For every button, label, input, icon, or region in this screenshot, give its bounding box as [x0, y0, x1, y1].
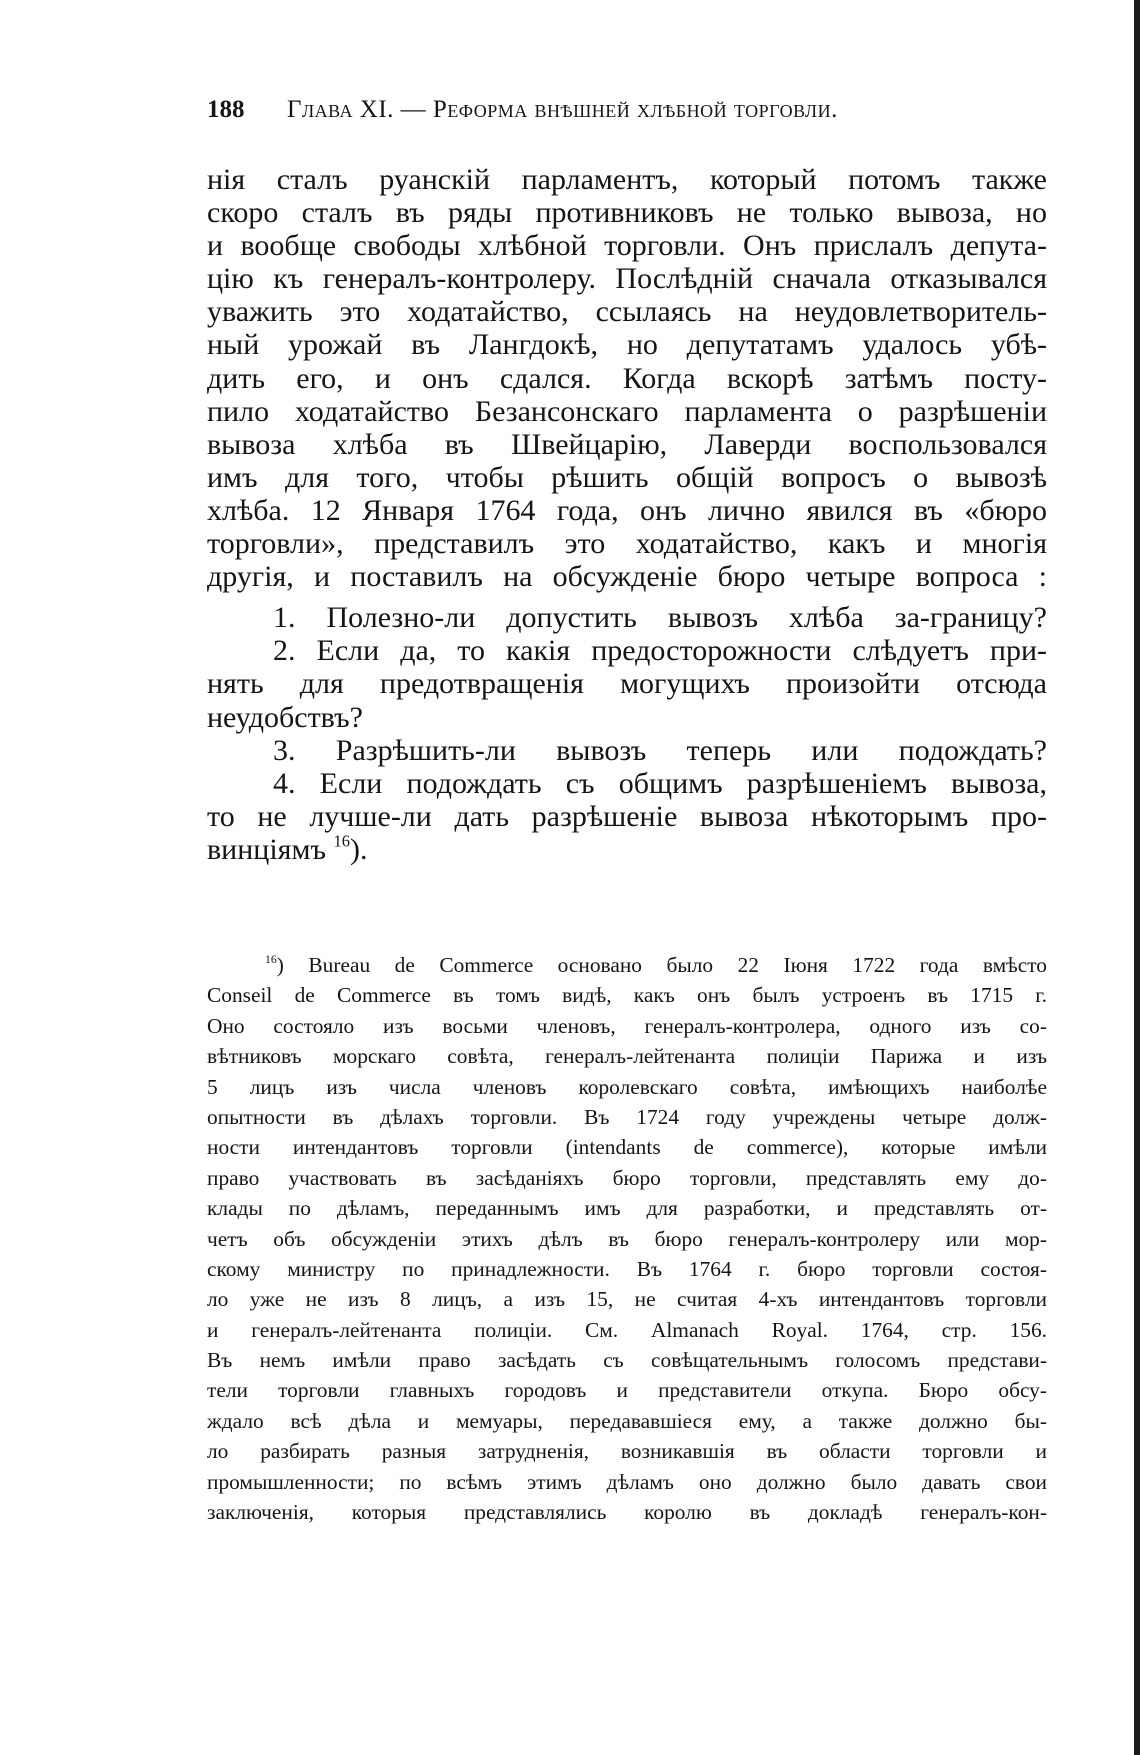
footnote — [207, 950, 1047, 1527]
scan-edge-shadow — [1134, 0, 1140, 1755]
text-line: скоро сталъ въ ряды противниковъ не только вывоза, но — [207, 196, 1047, 230]
main-text — [207, 163, 1047, 866]
footnote-line: право участвовать въ засѣданіяхъ бюро торговли, представлять ему до- — [207, 1165, 1047, 1190]
text-line: хлѣба. 12 Января 1764 года, онъ лично явился въ «бюро — [207, 493, 1047, 527]
text-line: вывоза хлѣба въ Швейцарію, Лаверди воспользовался — [207, 427, 1047, 461]
question-2: 2. Если да, то какія предосторожности слѣдуетъ при- — [273, 634, 1047, 668]
running-title: Глава XI. — Реформа внѣшней хлѣбной торговли. — [287, 96, 838, 123]
footnote-line: клады по дѣламъ, переданнымъ имъ для разработки, и представлять от- — [207, 1196, 1047, 1221]
footnote-line: заключенія, которыя представлялись королю въ докладѣ генералъ-кон- — [207, 1500, 1047, 1525]
text-line: имъ для того, чтобы рѣшить общій вопросъ о вывозѣ — [207, 460, 1047, 494]
footnote-line — [207, 950, 1047, 980]
question-4: 4. Если подождать съ общимъ разрѣшеніемъ вывоза, — [273, 766, 1047, 800]
question-4-tail: ). — [349, 832, 368, 866]
question-3: 3. Разрѣшить-ли вывозъ теперь или подождать? — [273, 733, 1047, 767]
footnote-line: ждало всѣ дѣла и мемуары, передававшіеся ему, а также должно бы- — [207, 1408, 1047, 1433]
question-2-line: нять для предотвращенія могущихъ произойти отсюда — [207, 667, 1047, 701]
footnote-line: и генералъ-лейтенанта полиціи. См. Almanach Royal. 1764, стр. 156. — [207, 1317, 1047, 1342]
question-1: 1. Полезно-ли допустить вывозъ хлѣба за-границу? — [273, 601, 1047, 635]
footnote-text: Bureau de Commerce основано было 22 Іюня 1722 года вмѣсто — [308, 953, 1047, 977]
footnote-line: ло уже не изъ 8 лицъ, а изъ 15, не считая 4-хъ интендантовъ торговли — [207, 1287, 1047, 1312]
text-line: ный урожай въ Лангдокѣ, но депутатамъ удалось убѣ- — [207, 328, 1047, 362]
question-2-line: неудобствъ? — [207, 700, 363, 734]
footnote-reference: 16 — [333, 831, 350, 851]
footnote-line: вѣтниковъ морскаго совѣта, генералъ-лейтенанта полиціи Парижа и изъ — [207, 1044, 1047, 1069]
footnote-line: ло разбирать разныя затрудненія, возникавшія въ области торговли и — [207, 1439, 1047, 1464]
footnote-marker: 16 — [265, 953, 277, 967]
text-line: торговли», представилъ это ходатайство, какъ и многія — [207, 527, 1047, 561]
footnote-line: скому министру по принадлежности. Въ 1764 г. бюро торговли состоя- — [207, 1256, 1047, 1281]
footnote-line: промышленности; по всѣмъ этимъ дѣламъ оно должно было давать свои — [207, 1469, 1047, 1494]
footnote-line: четъ объ обсужденіи этихъ дѣлъ въ бюро генералъ-контролеру или мор- — [207, 1226, 1047, 1251]
question-4-last-line — [207, 833, 1047, 866]
text-line: дить его, и онъ сдался. Когда вскорѣ затѣмъ посту- — [207, 361, 1047, 395]
questions-list — [207, 601, 1047, 866]
text-line: уважить это ходатайство, ссылаясь на неудовлетворитель- — [207, 295, 1047, 329]
footnote-line: Въ немъ имѣли право засѣдать съ совѣщательнымъ голосомъ представи- — [207, 1348, 1047, 1373]
text-line: цію къ генералъ-контролеру. Послѣдній сначала отказывался — [207, 262, 1047, 296]
question-4-line: то не лучше-ли дать разрѣшеніе вывоза нѣкоторымъ про- — [207, 799, 1047, 833]
text-line: пило ходатайство Безансонскаго парламента о разрѣшеніи — [207, 394, 1047, 428]
footnote-line: Оно состояло изъ восьми членовъ, генералъ-контролера, одного изъ со- — [207, 1013, 1047, 1038]
footnote-line: ности интендантовъ торговли (intendants de commerce), которые имѣли — [207, 1135, 1047, 1160]
question-4-line: винціямъ — [207, 832, 326, 866]
text-line: и вообще свободы хлѣбной торговли. Онъ прислалъ депута- — [207, 229, 1047, 263]
page-number: 188 — [207, 96, 245, 123]
footnote-line: опытности въ дѣлахъ торговли. Въ 1724 году учреждены четыре долж- — [207, 1104, 1047, 1129]
footnote-line: тели торговли главныхъ городовъ и представители откупа. Бюро обсу- — [207, 1378, 1047, 1403]
text-line: нія сталъ руанскій парламентъ, который потомъ также — [207, 163, 1047, 196]
text-line: другія, и поставилъ на обсужденіе бюро четыре вопроса : — [207, 560, 1047, 594]
footnote-line: Conseil de Commerce въ томъ видѣ, какъ онъ былъ устроенъ въ 1715 г. — [207, 983, 1047, 1008]
footnote-marker-suffix: ) — [276, 953, 284, 977]
page-header — [207, 96, 1047, 136]
footnote-line: 5 лицъ изъ числа членовъ королевскаго совѣта, имѣющихъ наиболѣе — [207, 1074, 1047, 1099]
